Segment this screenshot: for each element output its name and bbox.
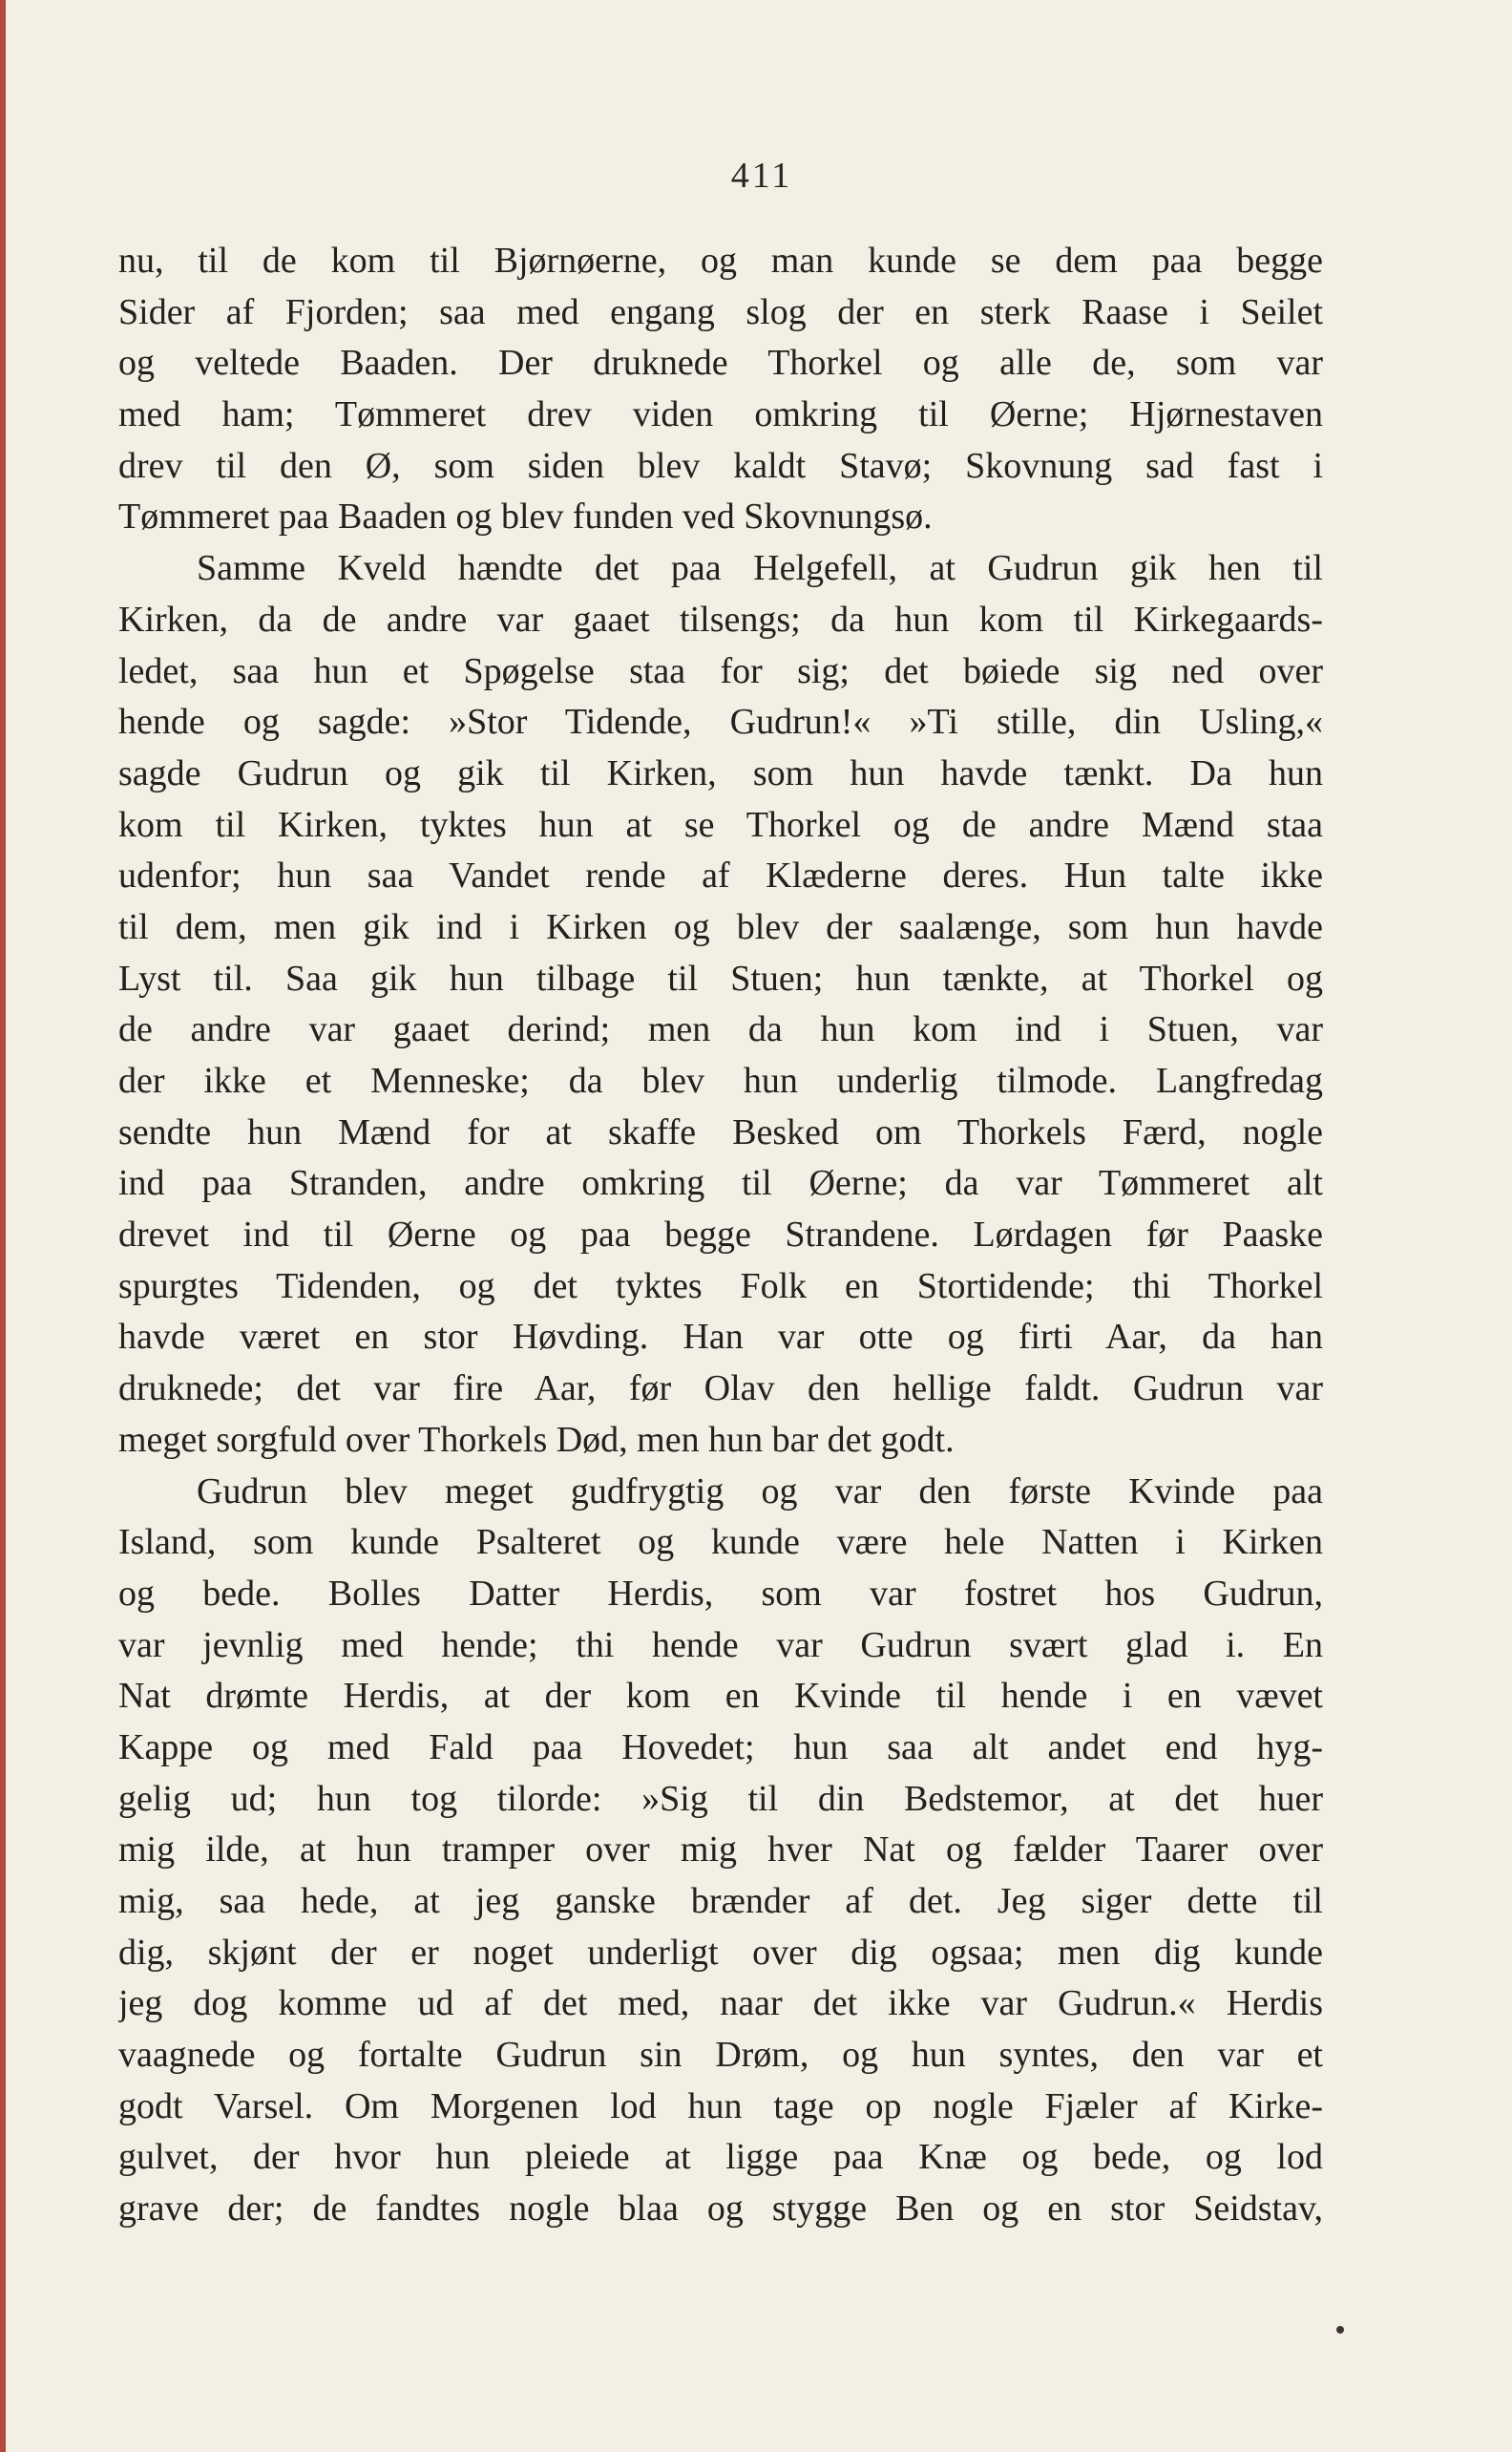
text-line: og bede. Bolles Datter Herdis, som var fostret hos Gudrun, xyxy=(118,1573,1323,1614)
text-line: Gudrun blev meget gudfrygtig og var den første Kvinde paa xyxy=(197,1470,1323,1511)
text-line: sendte hun Mænd for at skaffe Besked om Thorkels Færd, nogle xyxy=(118,1111,1323,1152)
text-line: sagde Gudrun og gik til Kirken, som hun havde tænkt. Da hun xyxy=(118,752,1323,793)
text-line: Lyst til. Saa gik hun tilbage til Stuen; hun tænkte, at Thorkel og xyxy=(118,958,1323,999)
text-line: ledet, saa hun et Spøgelse staa for sig; det bøiede sig ned over xyxy=(118,650,1323,691)
text-line: der ikke et Menneske; da blev hun underlig tilmode. Langfredag xyxy=(118,1061,1323,1101)
text-line: ind paa Stranden, andre omkring til Øerne; da var Tømmeret alt xyxy=(118,1163,1323,1204)
text-line: de andre var gaaet derind; men da hun kom ind i Stuen, var xyxy=(118,1009,1323,1050)
text-line: meget sorgfuld over Thorkels Død, men hun bar det godt. xyxy=(118,1419,955,1460)
text-line: gelig ud; hun tog tilorde: »Sig til din Bedstemor, at det huer xyxy=(118,1778,1323,1819)
text-line: Kappe og med Fald paa Hovedet; hun saa alt andet end hyg- xyxy=(118,1726,1323,1767)
text-line: havde været en stor Høvding. Han var otte og firti Aar, da han xyxy=(118,1317,1323,1358)
text-line: mig ilde, at hun tramper over mig hver Nat og fælder Taarer over xyxy=(118,1829,1323,1871)
text-line: Nat drømte Herdis, at der kom en Kvinde til hende i en vævet xyxy=(118,1676,1323,1717)
paragraph-3 xyxy=(118,1467,1323,2235)
text-line: drev til den Ø, som siden blev kaldt Stavø; Skovnung sad fast i xyxy=(118,445,1323,486)
text-line: Sider af Fjorden; saa med engang slog der en sterk Raase i Seilet xyxy=(118,291,1323,332)
text-line: vaagnede og fortalte Gudrun sin Drøm, og hun syntes, den var et xyxy=(118,2035,1323,2076)
paragraph-2 xyxy=(118,543,1323,1466)
text-line: dig, skjønt der er noget underligt over dig ogsaa; men dig kunde xyxy=(118,1932,1323,1973)
text-line: kom til Kirken, tyktes hun at se Thorkel og de andre Mænd staa xyxy=(118,804,1323,845)
text-line: grave der; de fandtes nogle blaa og stygge Ben og en stor Seidstav, xyxy=(118,2188,1323,2230)
text-line: drevet ind til Øerne og paa begge Strandene. Lørdagen før Paaske xyxy=(118,1215,1323,1256)
text-line: til dem, men gik ind i Kirken og blev der saalænge, som hun havde xyxy=(118,906,1323,947)
text-line: hende og sagde: »Stor Tidende, Gudrun!« »Ti stille, din Usling,« xyxy=(118,702,1323,743)
text-line: godt Varsel. Om Morgenen lod hun tage op nogle Fjæler af Kirke- xyxy=(118,2085,1323,2126)
text-line: Island, som kunde Psalteret og kunde være hele Natten i Kirken xyxy=(118,1522,1323,1563)
text-line: udenfor; hun saa Vandet rende af Klæderne deres. Hun talte ikke xyxy=(118,856,1323,897)
page-number: 411 xyxy=(730,156,793,196)
body-text xyxy=(118,236,1323,2235)
text-line: var jevnlig med hende; thi hende var Gudrun svært glad i. En xyxy=(118,1624,1323,1665)
text-line: druknede; det var fire Aar, før Olav den hellige faldt. Gudrun var xyxy=(118,1368,1323,1409)
text-line: Kirken, da de andre var gaaet tilsengs; da hun kom til Kirkegaards- xyxy=(118,599,1323,640)
text-line: mig, saa hede, at jeg ganske brænder af det. Jeg siger dette til xyxy=(118,1881,1323,1921)
paragraph-1 xyxy=(118,236,1323,543)
text-line: med ham; Tømmeret drev viden omkring til Øerne; Hjørnestaven xyxy=(118,394,1323,435)
text-line: og veltede Baaden. Der druknede Thorkel og alle de, som var xyxy=(118,343,1323,384)
text-line: jeg dog komme ud af det med, naar det ikke var Gudrun.« Herdis xyxy=(118,1983,1323,2024)
text-line: Samme Kveld hændte det paa Helgefell, at Gudrun gik hen til xyxy=(197,548,1323,589)
text-line: gulvet, der hvor hun pleiede at ligge paa Knæ og bede, og lod xyxy=(118,2137,1323,2178)
text-line: spurgtes Tidenden, og det tyktes Folk en Stortidende; thi Thorkel xyxy=(118,1265,1323,1306)
text-line: Tømmeret paa Baaden og blev funden ved Skovnungsø. xyxy=(118,497,933,538)
text-line: nu, til de kom til Bjørnøerne, og man kunde se dem paa begge xyxy=(118,241,1323,281)
ink-speck xyxy=(1336,2326,1344,2334)
